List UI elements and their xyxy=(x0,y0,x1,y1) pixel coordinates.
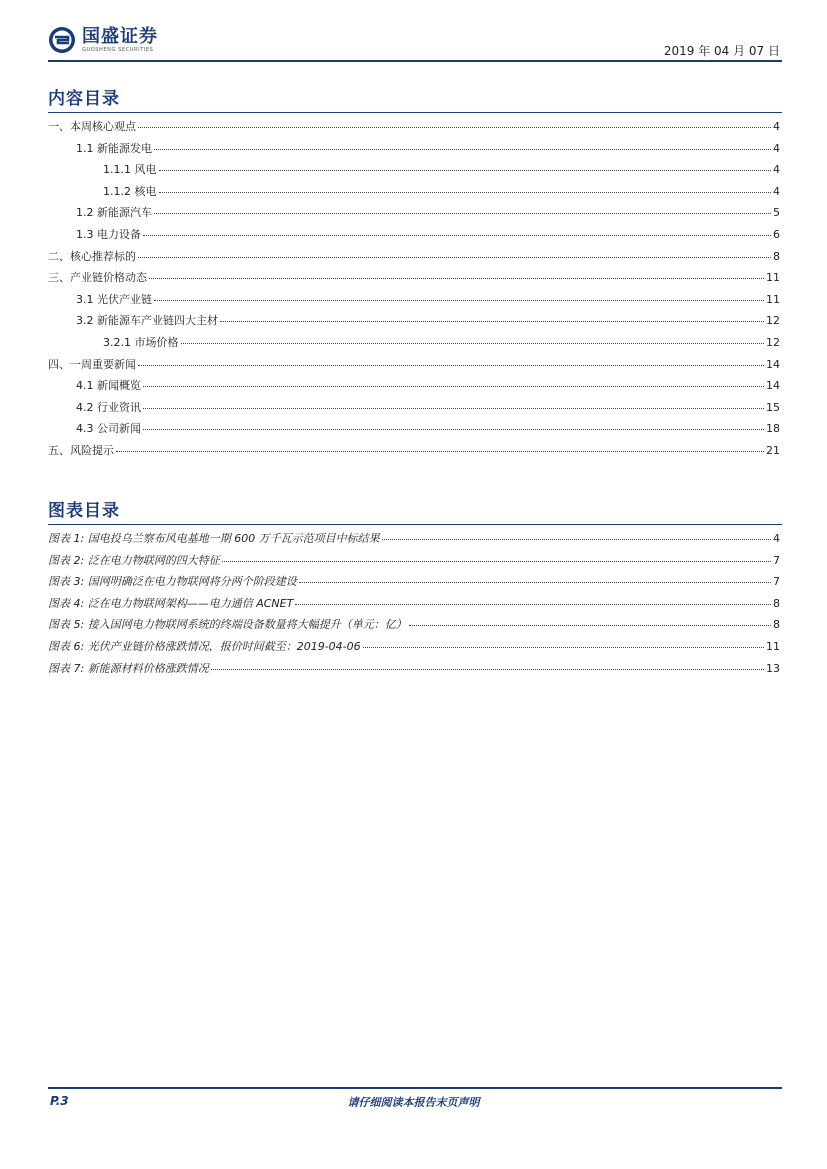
leader-dots xyxy=(143,407,764,409)
brand-name: 国盛证券 xyxy=(82,25,158,47)
leader-dots xyxy=(154,212,771,214)
figure-entry[interactable] xyxy=(48,573,780,595)
toc-label: 4.1 新闻概览 xyxy=(76,379,141,393)
toc-label: 3.2.1 市场价格 xyxy=(103,335,179,349)
toc-entry[interactable] xyxy=(48,161,780,183)
toc-label: 1.1.2 核电 xyxy=(103,184,157,198)
toc-page: 8 xyxy=(773,249,780,263)
toc-page: 14 xyxy=(766,379,780,393)
leader-dots xyxy=(211,668,764,670)
leader-dots xyxy=(299,581,771,583)
toc-label: 3.2 新能源车产业链四大主材 xyxy=(76,314,218,328)
toc-entry[interactable] xyxy=(48,183,780,205)
figure-entry[interactable] xyxy=(48,552,780,574)
toc-entry[interactable] xyxy=(48,442,780,464)
figure-label: 图表 3: 国网明确泛在电力物联网将分两个阶段建设 xyxy=(48,575,297,589)
toc-page: 18 xyxy=(766,422,780,436)
toc-page: 12 xyxy=(766,335,780,349)
toc-entry[interactable] xyxy=(48,118,780,140)
header-divider xyxy=(48,60,782,62)
footer-divider xyxy=(48,1087,782,1089)
toc-entry[interactable] xyxy=(48,420,780,442)
leader-dots xyxy=(181,342,765,344)
toc-entry[interactable] xyxy=(48,377,780,399)
leader-dots xyxy=(138,364,764,366)
company-logo xyxy=(48,26,158,54)
toc-label: 二、核心推荐标的 xyxy=(48,249,136,263)
figure-entry[interactable] xyxy=(48,530,780,552)
figure-page: 8 xyxy=(773,618,780,632)
figure-label: 图表 7: 新能源材料价格涨跌情况 xyxy=(48,661,209,675)
toc-label: 4.2 行业资讯 xyxy=(76,400,141,414)
toc-page: 11 xyxy=(766,271,780,285)
figures-title: 图表目录 xyxy=(48,501,120,521)
toc-label: 五、风险提示 xyxy=(48,443,114,457)
contents-list xyxy=(48,118,780,464)
figure-page: 4 xyxy=(773,532,780,545)
leader-dots xyxy=(159,191,772,193)
toc-entry[interactable] xyxy=(48,140,780,162)
leader-dots xyxy=(363,646,764,648)
figure-entry[interactable] xyxy=(48,595,780,617)
leader-dots xyxy=(138,126,771,128)
toc-page: 4 xyxy=(773,163,780,177)
figure-entry[interactable] xyxy=(48,616,780,638)
toc-label: 1.2 新能源汽车 xyxy=(76,206,152,220)
toc-label: 1.1 新能源发电 xyxy=(76,141,152,155)
toc-entry[interactable] xyxy=(48,269,780,291)
leader-dots xyxy=(222,560,771,562)
toc-entry[interactable] xyxy=(48,291,780,313)
footer-disclaimer: 请仔细阅读本报告末页声明 xyxy=(347,1096,480,1109)
leader-dots xyxy=(149,277,764,279)
toc-page: 6 xyxy=(773,227,780,241)
leader-dots xyxy=(143,428,764,430)
toc-label: 1.1.1 风电 xyxy=(103,163,157,177)
toc-page: 4 xyxy=(773,141,780,155)
logo-icon xyxy=(48,26,76,54)
toc-page: 12 xyxy=(766,314,780,328)
toc-entry[interactable] xyxy=(48,204,780,226)
toc-label: 3.1 光伏产业链 xyxy=(76,292,152,306)
toc-entry[interactable] xyxy=(48,334,780,356)
figure-label: 图表 2: 泛在电力物联网的四大特征 xyxy=(48,553,220,567)
report-date: 2019 年 04 月 07 日 xyxy=(663,44,780,58)
toc-entry[interactable] xyxy=(48,399,780,421)
figure-page: 11 xyxy=(766,639,780,653)
contents-divider xyxy=(48,112,782,113)
leader-dots xyxy=(382,538,771,540)
figure-page: 7 xyxy=(773,575,780,589)
toc-entry[interactable] xyxy=(48,356,780,378)
toc-page: 21 xyxy=(766,443,780,457)
brand-name-en: GUOSHENG SECURITIES xyxy=(82,46,154,53)
toc-page: 15 xyxy=(766,400,780,414)
page-number: P.3 xyxy=(50,1094,69,1108)
figure-page: 7 xyxy=(773,553,780,567)
figure-label: 图表 4: 泛在电力物联网架构——电力通信 ACNET xyxy=(48,596,294,610)
figure-label: 图表 5: 接入国网电力物联网系统的终端设备数量将大幅提升（单元：亿） xyxy=(48,618,407,632)
toc-label: 1.3 电力设备 xyxy=(76,227,141,241)
leader-dots xyxy=(154,148,771,150)
toc-entry[interactable] xyxy=(48,248,780,270)
toc-page: 4 xyxy=(773,184,780,198)
toc-entry[interactable] xyxy=(48,226,780,248)
leader-dots xyxy=(295,603,771,605)
page-header xyxy=(48,22,782,64)
toc-page: 14 xyxy=(766,357,780,371)
toc-entry[interactable] xyxy=(48,312,780,334)
contents-title: 内容目录 xyxy=(48,89,120,109)
leader-dots xyxy=(154,299,764,301)
toc-label: 四、一周重要新闻 xyxy=(48,357,136,371)
leader-dots xyxy=(143,234,771,236)
toc-page: 5 xyxy=(773,206,780,220)
toc-label: 4.3 公司新闻 xyxy=(76,422,141,436)
leader-dots xyxy=(159,169,772,171)
figures-divider xyxy=(48,524,782,525)
toc-page: 11 xyxy=(766,292,780,306)
figure-label: 图表 6: 光伏产业链价格涨跌情况，报价时间截至：2019-04-06 xyxy=(48,639,361,653)
toc-page: 4 xyxy=(773,120,780,133)
figures-list xyxy=(48,530,780,681)
leader-dots xyxy=(220,320,764,322)
leader-dots xyxy=(116,450,764,452)
toc-label: 一、本周核心观点 xyxy=(48,120,136,133)
leader-dots xyxy=(138,256,771,258)
figure-label: 图表 1: 国电投乌兰察布风电基地一期 600 万千瓦示范项目中标结果 xyxy=(48,532,380,545)
leader-dots xyxy=(409,624,771,626)
figure-entry[interactable] xyxy=(48,638,780,660)
figure-entry[interactable] xyxy=(48,660,780,682)
figure-page: 13 xyxy=(766,661,780,675)
toc-label: 三、产业链价格动态 xyxy=(48,271,147,285)
figure-page: 8 xyxy=(773,596,780,610)
leader-dots xyxy=(143,385,764,387)
